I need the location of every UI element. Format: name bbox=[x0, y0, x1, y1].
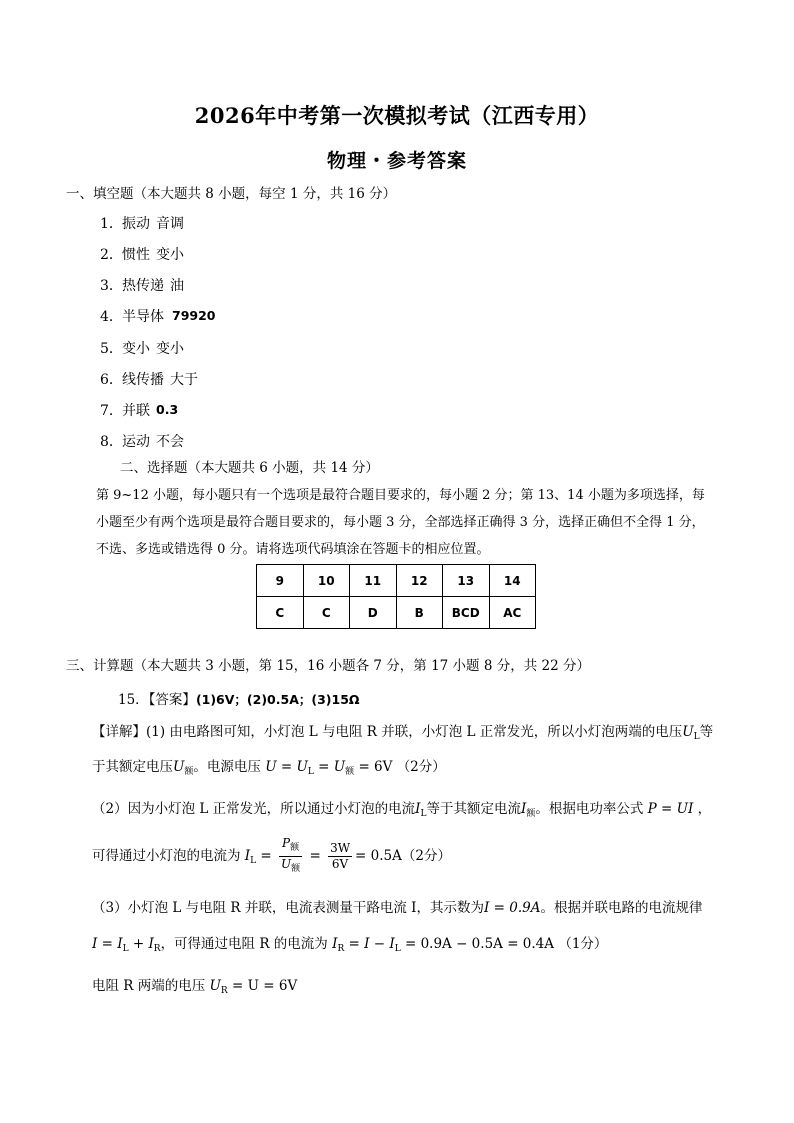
detail-line-2: 于其额定电压$U_额$。电源电压 $U = U_L = U_额 = 6V$ （2分） bbox=[92, 759, 446, 777]
list-item: 1．振动 音调 bbox=[100, 216, 184, 232]
choice-answer-table bbox=[256, 564, 536, 629]
section2-heading: 二、选择题（本大题共 6 小题，共 14 分） bbox=[120, 460, 379, 476]
detail-line-7: 电阻 R 两端的电压 $U_R = U = 6V$ bbox=[92, 978, 298, 996]
section2-desc-line: 不选、多选或错选得 0 分。请将选项代码填涂在答题卡的相应位置。 bbox=[96, 542, 490, 557]
section2-desc-line: 小题至少有两个选项是最符合题目要求的，每小题 3 分，全部选择正确得 3 分，选择正确但不全得 1 分， bbox=[96, 515, 705, 530]
table-cell: C bbox=[257, 597, 304, 629]
table-cell: BCD bbox=[443, 597, 490, 629]
list-item: 8．运动 不会 bbox=[100, 434, 184, 450]
table-header-cell: 13 bbox=[443, 565, 490, 597]
table-cell: D bbox=[350, 597, 397, 629]
list-item: 3．热传递 油 bbox=[100, 278, 184, 294]
section2-desc-line: 第 9~12 小题，每小题只有一个选项是最符合题目要求的，每小题 2 分；第 13、14 小题为多项选择，每 bbox=[96, 488, 705, 503]
section1-heading: 一、填空题（本大题共 8 小题，每空 1 分，共 16 分） bbox=[66, 186, 397, 202]
table-cell: B bbox=[396, 597, 443, 629]
detail-line-4: 可得通过小灯泡的电流为 $I_L$ = $\frac{P_额}{U_额}$ = $\frac{3W}{6V}$ = 0.5A（2分） bbox=[92, 836, 451, 877]
table-header-cell: 11 bbox=[350, 565, 397, 597]
table-header-cell: 14 bbox=[489, 565, 536, 597]
table-header-cell: 12 bbox=[396, 565, 443, 597]
detail-line-5: （3）小灯泡 L 与电阻 R 并联，电流表测量干路电流 I，其示数为I = 0.9A。根据并联电路的电流规律 bbox=[92, 900, 703, 916]
table-cell: AC bbox=[489, 597, 536, 629]
detail-line-1: 【详解】(1) 由电路图可知，小灯泡 L 与电阻 R 并联，小灯泡 L 正常发光，所以小灯泡两端的电压$U_L$等 bbox=[92, 724, 714, 742]
list-item: 4．半导体 79920 bbox=[100, 308, 216, 325]
q15-label: 15．【答案】 bbox=[118, 692, 196, 708]
detail-line-6: $I = I_L + I_R$，可得通过电阻 R 的电流为 $I_R = I - I_L = 0.9A - 0.5A = 0.4A$ （1分） bbox=[92, 936, 608, 954]
list-item: 2．惯性 变小 bbox=[100, 247, 184, 263]
detail-line-3: （2）因为小灯泡 L 正常发光，所以通过小灯泡的电流$I_L$等于其额定电流$I_额$。根据电功率公式 P = UI ， bbox=[92, 801, 712, 819]
table-row bbox=[257, 565, 536, 597]
section3-heading: 三、计算题（本大题共 3 小题，第 15，16 小题各 7 分，第 17 小题 8 分，共 22 分） bbox=[66, 658, 590, 674]
page-subtitle: 物理・参考答案 bbox=[326, 150, 467, 172]
list-item: 7．并联 0.3 bbox=[100, 402, 179, 419]
q15-answer-line bbox=[118, 688, 360, 708]
q15-answer: (1)6V；(2)0.5A；(3)15Ω bbox=[195, 692, 360, 707]
page-title: 2026年中考第一次模拟考试（江西专用） bbox=[194, 103, 600, 128]
table-header-cell: 9 bbox=[257, 565, 304, 597]
table-row bbox=[257, 597, 536, 629]
list-item: 5．变小 变小 bbox=[100, 341, 184, 357]
fraction-values: $\frac{3W}{6V}$ bbox=[330, 841, 351, 871]
table-header-cell: 10 bbox=[303, 565, 350, 597]
table-cell: C bbox=[303, 597, 350, 629]
list-item: 6．线传播 大于 bbox=[100, 372, 198, 388]
fraction-p-over-u: $\frac{P_额}{U_额}$ bbox=[281, 836, 301, 874]
